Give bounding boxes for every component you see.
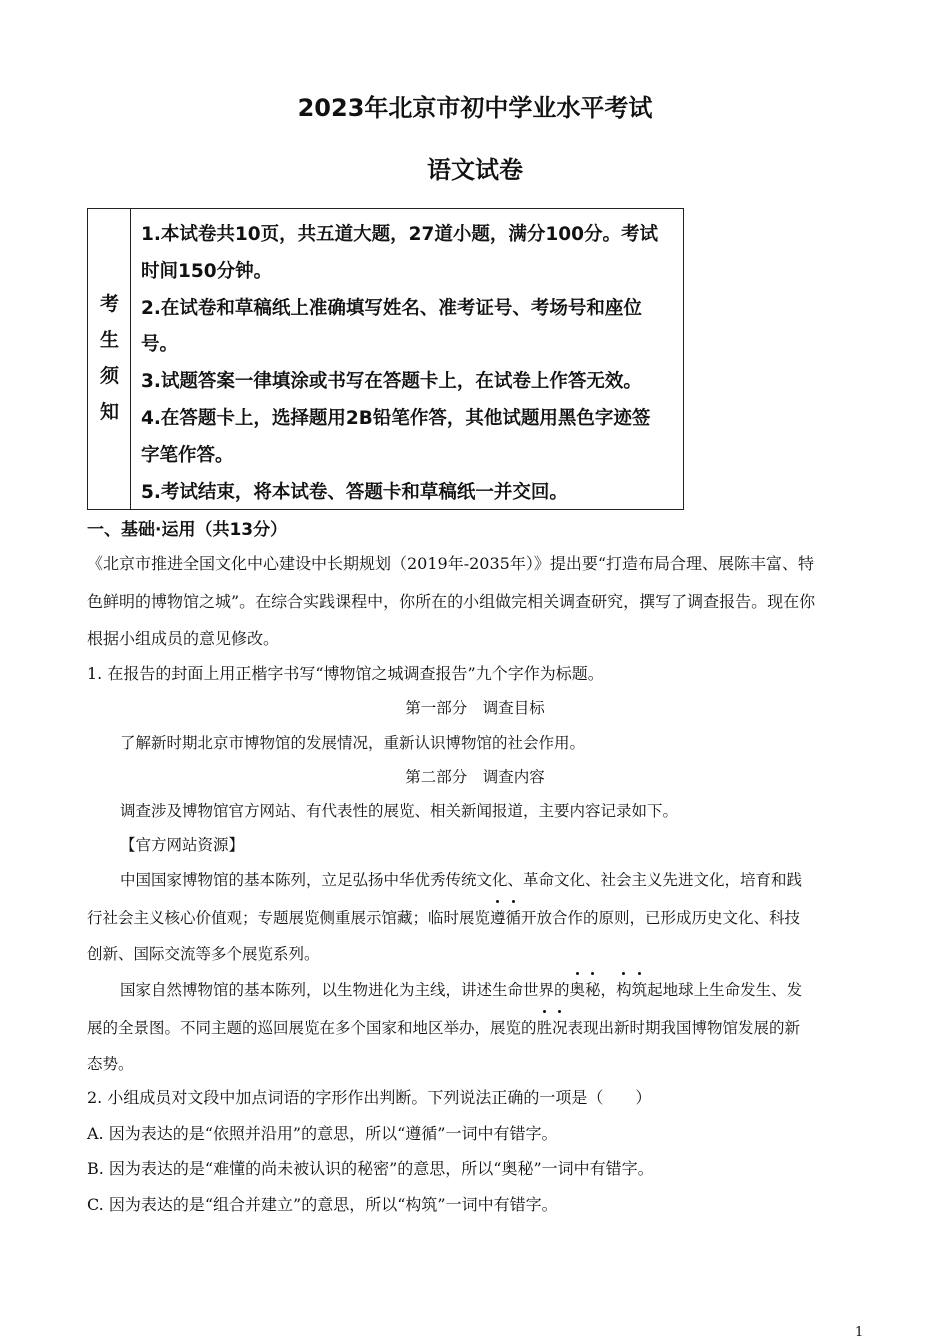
dotted-char: 秘 xyxy=(585,978,601,1000)
dotted-char: 构 xyxy=(616,978,632,1000)
part2-title: 第二部分 调查内容 xyxy=(405,768,545,786)
text-run: 起地球上生命发生、发 xyxy=(647,981,803,999)
notice-box xyxy=(87,208,684,510)
text-run: ， xyxy=(600,981,617,999)
dotted-char: 胜 xyxy=(537,1016,553,1038)
text-run: 开放合作的原则，已形成历史文化、科技 xyxy=(521,909,801,927)
notice-line: 字笔作答。 xyxy=(141,444,234,466)
text-run: 国家自然博物馆的基本陈列，以生物进化为主线，讲述生命世界的 xyxy=(120,981,570,999)
notice-label-char: 须 xyxy=(99,365,119,387)
text-run: 行社会主义核心价值观；专题展览侧重展示馆藏；临时展览 xyxy=(87,909,491,927)
notice-line: 4.在答题卡上，选择题用2B铅笔作答，其他试题用黑色字迹签 xyxy=(141,407,651,429)
resource-title: 【官方网站资源】 xyxy=(120,836,245,854)
notice-line: 2.在试卷和草稿纸上准确填写姓名、准考证号、考场号和座位 xyxy=(141,297,642,319)
dotted-char: 筑 xyxy=(632,978,648,1000)
section-heading: 一、基础·运用（共13分） xyxy=(87,520,288,540)
notice-line: 5.考试结束，将本试卷、答题卡和草稿纸一并交回。 xyxy=(141,481,568,503)
text-run: 展的全景图。不同主题的巡回展览在多个国家和地区举办，展览的 xyxy=(87,1019,537,1037)
part2-text: 调查涉及博物馆官方网站、有代表性的展览、相关新闻报道，主要内容记录如下。 xyxy=(120,802,679,820)
question-1: 1. 在报告的封面上用正楷字书写“博物馆之城调查报告”九个字作为标题。 xyxy=(87,664,604,683)
paragraph-line: 创新、国际交流等多个展览系列。 xyxy=(87,945,320,963)
dotted-char: 况 xyxy=(552,1016,568,1038)
option-c: C. 因为表达的是“组合并建立”的意思，所以“构筑”一词中有错字。 xyxy=(87,1195,558,1214)
notice-label-char: 考 xyxy=(99,293,119,315)
exam-subtitle: 语文试卷 xyxy=(427,156,523,184)
dotted-char: 循 xyxy=(506,906,522,928)
question-2: 2. 小组成员对文段中加点词语的字形作出判断。下列说法正确的一项是（ ） xyxy=(87,1088,652,1107)
dotted-char: 奥 xyxy=(570,978,586,1000)
part1-title: 第一部分 调查目标 xyxy=(405,699,545,717)
notice-line: 号。 xyxy=(141,334,179,356)
notice-label xyxy=(88,209,131,509)
notice-label-char: 知 xyxy=(99,401,119,423)
notice-label-char: 生 xyxy=(99,329,119,351)
intro-line: 根据小组成员的意见修改。 xyxy=(87,629,280,648)
page-number: 1 xyxy=(855,1325,864,1340)
notice-items xyxy=(141,217,681,511)
intro-line: 色鲜明的博物馆之城”。在综合实践课程中，你所在的小组做完相关调查研究，撰写了调查报告。现在你 xyxy=(87,592,816,611)
exam-title: 2023年北京市初中学业水平考试 xyxy=(297,94,653,122)
paragraph-line xyxy=(120,978,802,1000)
notice-line: 时间150分钟。 xyxy=(141,260,273,282)
text-run: 表现出新时期我国博物馆发展的新 xyxy=(567,1019,801,1037)
notice-line: 1.本试卷共10页，共五道大题，27道小题，满分100分。考试 xyxy=(141,224,659,245)
paragraph-line xyxy=(87,906,800,928)
dotted-char: 遵 xyxy=(490,906,506,928)
paragraph-line: 态势。 xyxy=(87,1055,134,1073)
option-b: B. 因为表达的是“难懂的尚未被认识的秘密”的意思，所以“奥秘”一词中有错字。 xyxy=(87,1159,654,1178)
notice-line: 3.试题答案一律填涂或书写在答题卡上，在试卷上作答无效。 xyxy=(141,371,642,393)
intro-line: 《北京市推进全国文化中心建设中长期规划（2019年-2035年）》提出要“打造布局合理、展陈丰富、特 xyxy=(87,554,815,573)
part1-text: 了解新时期北京市博物馆的发展情况，重新认识博物馆的社会作用。 xyxy=(120,734,586,752)
option-a: A. 因为表达的是“依照并沿用”的意思，所以“遵循”一词中有错字。 xyxy=(87,1124,558,1143)
paragraph-line: 中国国家博物馆的基本陈列，立足弘扬中华优秀传统文化、革命文化、社会主义先进文化，培育和践 xyxy=(120,871,803,889)
paragraph-line xyxy=(87,1016,800,1038)
